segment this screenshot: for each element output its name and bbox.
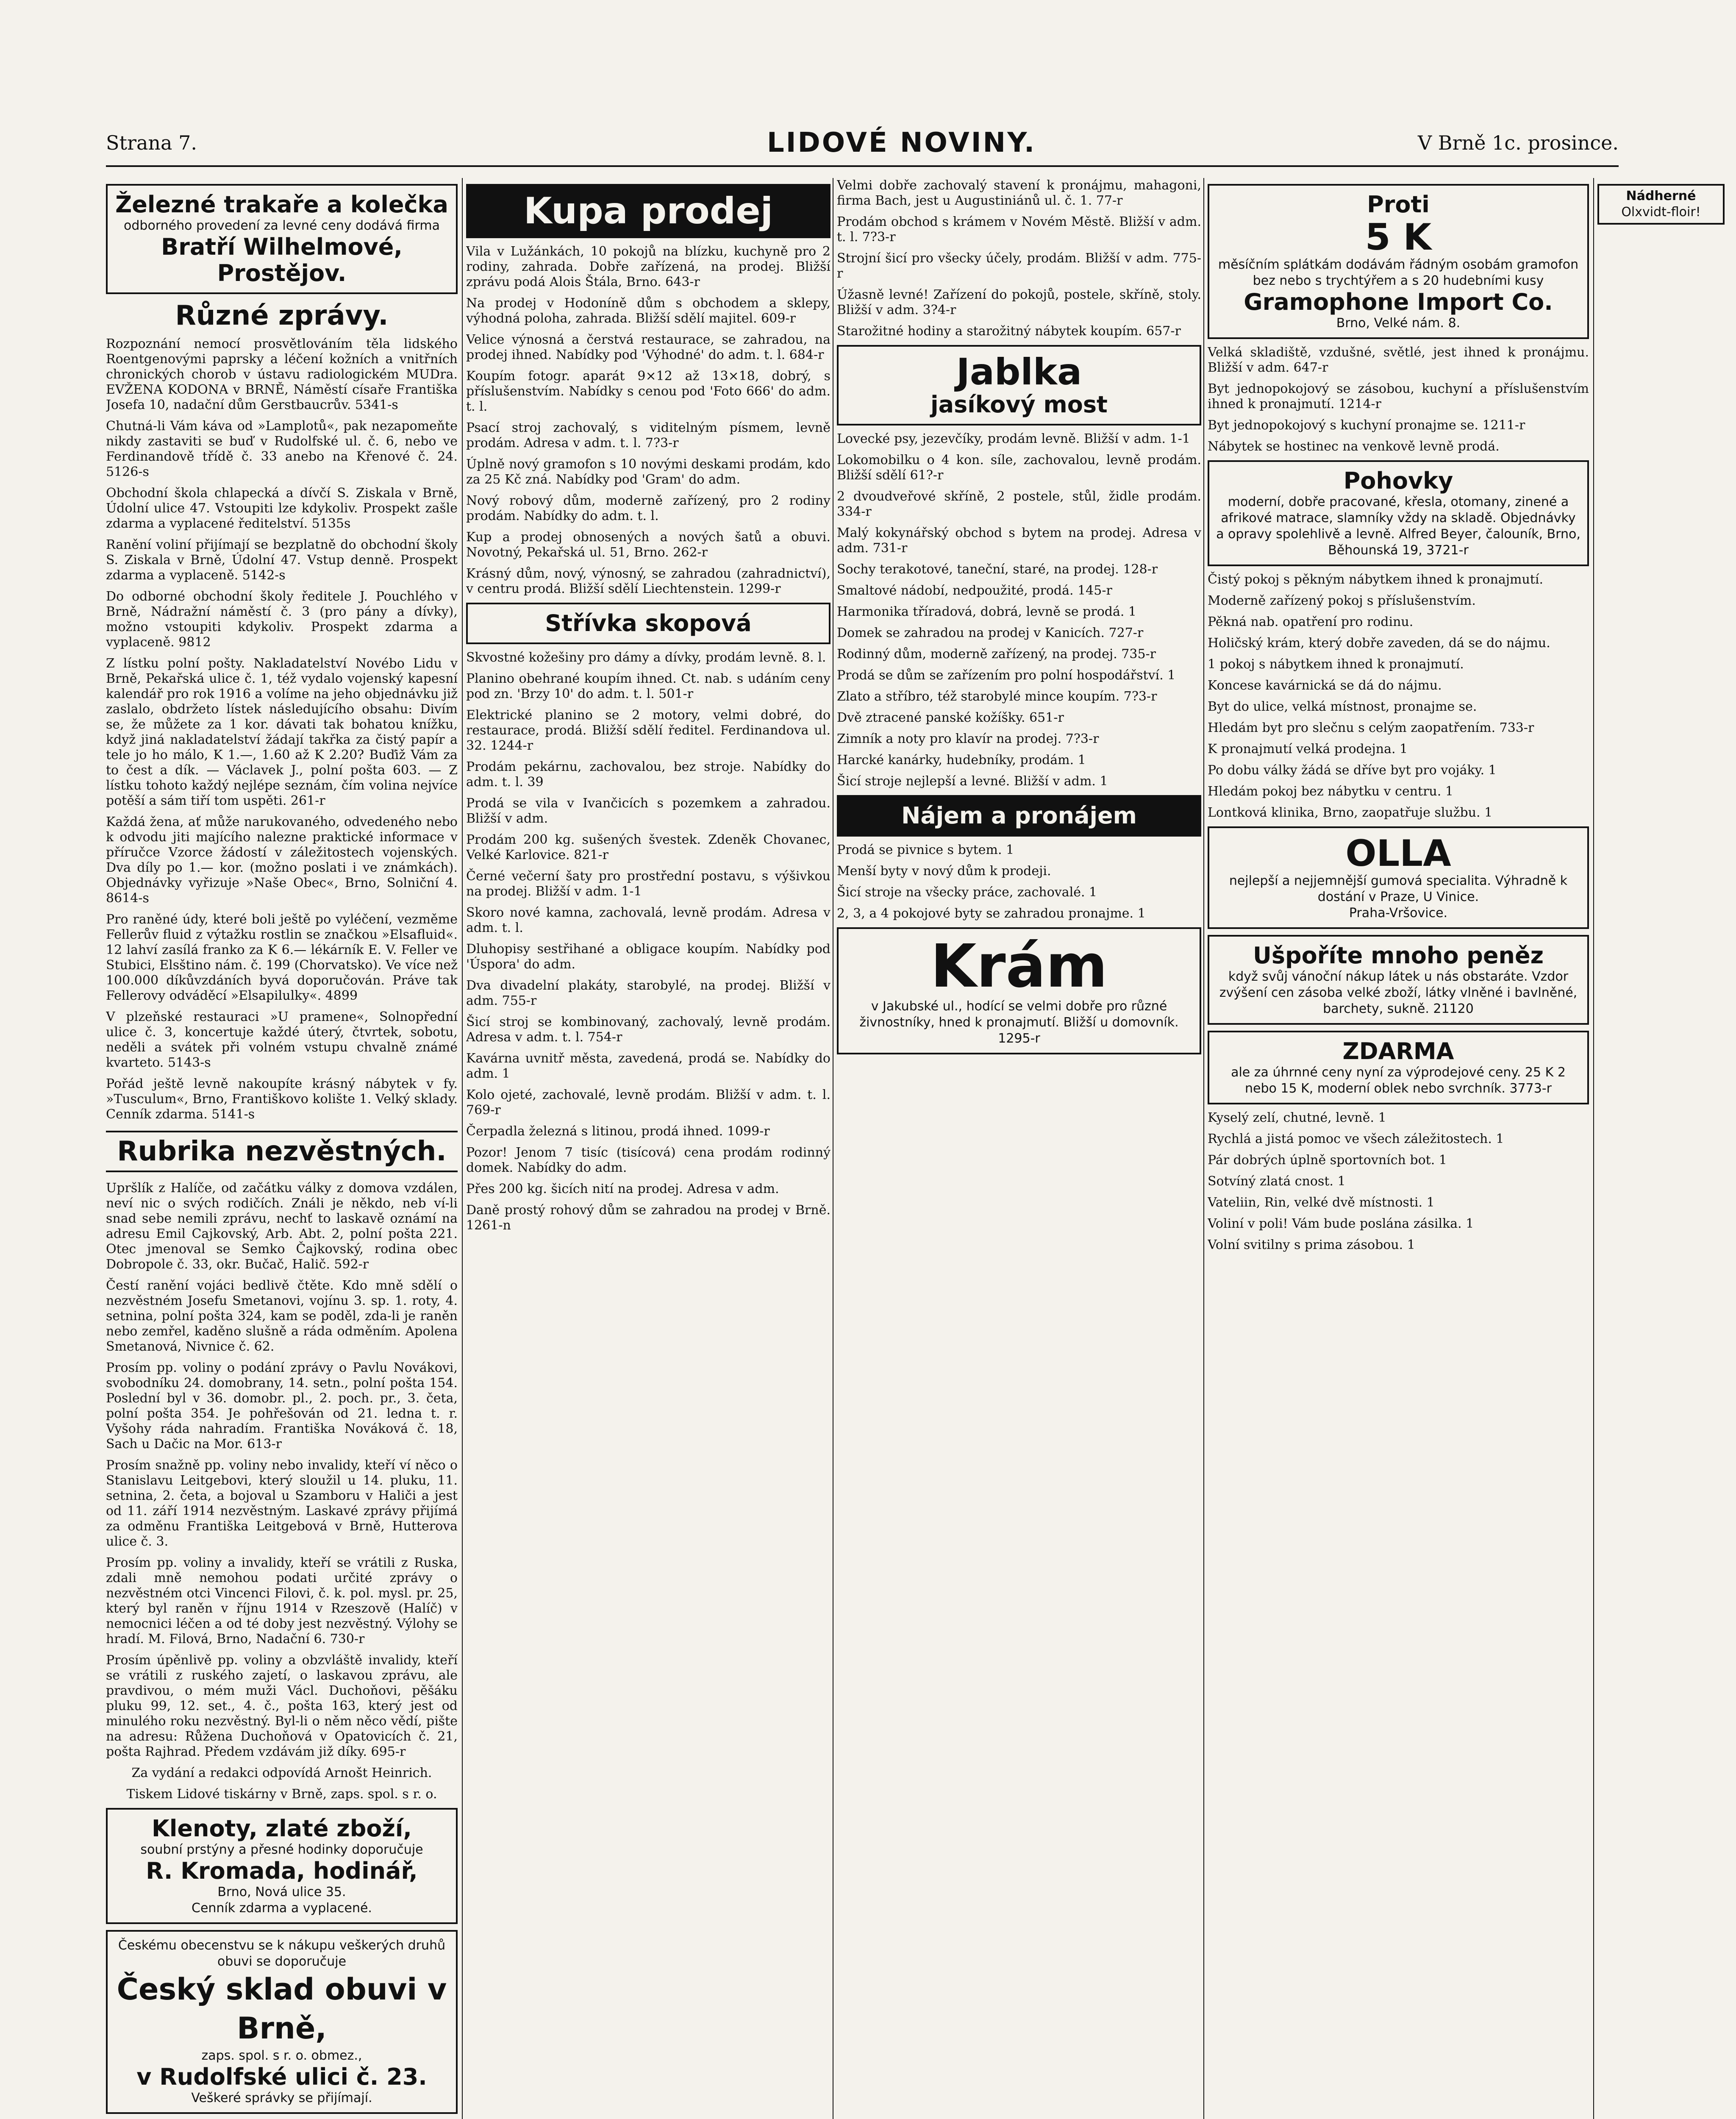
ad-subtitle: Olxvidt-floir! (1621, 205, 1701, 220)
ad-usporite (1208, 935, 1589, 1025)
classified: Nový robový dům, moderně zařízený, pro 2 rodiny prodám. Nabídky do adm. t. l. (466, 493, 831, 523)
ad-address: Praha-Vršovice. (1349, 906, 1448, 920)
column-5 (1597, 178, 1725, 2119)
ad-kromada (106, 1808, 458, 1924)
missing-item: Čestí ranění vojáci bedlivě čtěte. Kdo mně sdělí o nezvěstném Josefu Smetanovi, vojínu 3. sp. 1. roty, 4. setnina, polní pošta 324, kam se poděl, zda-li je raněn nebo zemřel, kaděno slušně a ráda odměním. Apolena Smetanová, Nivnice č. 62. (106, 1278, 458, 1354)
ad-note: Cenník zdarma a vyplacené. (192, 1901, 372, 1916)
ad-zdarma (1208, 1031, 1589, 1104)
rubrika-title: Rubrika nezvěstných. (106, 1131, 458, 1172)
classified: Byt jednopokojový s kuchyní pronajme se. 1211-r (1208, 418, 1525, 433)
classified: Pár dobrých úplně sportovních bot. 1 (1208, 1153, 1447, 1168)
classified: Přes 200 kg. šicích nití na prodej. Adresa v adm. (466, 1182, 779, 1196)
classified: Menší byty v nový dům k prodeji. (837, 864, 1051, 879)
news-item: Každá žena, ať může narukovaného, odvedeného nebo k odvodu jiti majícího nalezne praktické informace v příručce Vzorce žádostí v záležitostech vojenských. Dva díly po 1.— kor. (možno poslati i ve známkách). Objednávky vyřizuje »Naše Obec«, Brno, Solniční 4. 8614-s (106, 815, 458, 906)
classified: Velice výnosná a čerstvá restaurace, se zahradou, na prodej ihned. Nabídky pod 'Výhodné' do adm. t. l. 684-r (466, 332, 831, 362)
ad-text: v Jakubské ul., hodící se velmi dobře pro různé živnostníky, hned k pronajmutí. Bližší u domovník. 1295-r (859, 999, 1179, 1046)
ad-text: zaps. spol. s r. o. obmez., (201, 2048, 362, 2063)
ad-wilhelm (106, 184, 458, 294)
ad-title: Jablka (956, 351, 1082, 393)
news-item: Ranění voliní přijímají se bezplatně do obchodní školy S. Ziskala v Brně, Údolní 47. Vstup denně. Prospekt zdarma a vyplaceně. 5142-s (106, 537, 458, 583)
ad-text: ale za úhrnné ceny nyní za výprodejové ceny. 25 K 2 nebo 15 K, moderní oblek nebo svrchník. 3773-r (1231, 1065, 1566, 1096)
classified: Prodám 200 kg. sušených švestek. Zdeněk Chovanec, Velké Karlovice. 821-r (466, 832, 831, 862)
ad-title: Krám (930, 932, 1108, 1001)
missing-item: Prosím pp. voliny a invalidy, kteří se vrátili z Ruska, zdali mně nemohou podati určité zprávy o nezvěstném otci Vincenci Filovi, č. k. pol. mysl. pr. 25, který byl raněn v říjnu 1914 v Rzeszově (Halíč) v nemocnici léčen a od té doby jest nezvěstný. Výlohy se hradí. M. Filová, Brno, Nadační 6. 730-r (106, 1555, 458, 1646)
classified: Dvě ztracené panské kožíšky. 651-r (837, 710, 1064, 725)
news-item: Chutná-li Vám káva od »Lamplotů«, pak nezapomeňte nikdy zastaviti se buď v Rudolfské ul. č. 6, nebo ve Ferdinandově třídě č. 33 anebo na Křenové č. 24. 5126-s (106, 419, 458, 479)
ad-strivka (466, 603, 831, 644)
classified: Harcké kanárky, hudebníky, prodám. 1 (837, 753, 1086, 768)
news-item: Z lístku polní pošty. Nakladatelství Novébo Lidu v Brně, Pekařská ulice č. 1, též vydalo vojenský kapesní kalendář pro rok 1916 a volíme na jeho objednávku již zaslalo, obdržeto lístek následujícího obsahu: Divím se, že můžete za 1 kor. dávati tak bohatou knížku, když jiná nakladatelství žádají takřka za čistý papír a tele jo ho málo, K 1.—, 1.60 až K 2.20? Buďiž Vám za to čest a dík. — Václavek J., polní pošta 603. — Z lístku tohoto každý nejlépe seznám, čím volina nejvíce potěší a sám tiří tom uspěti. 261-r (106, 656, 458, 808)
ad-address: v Rudolfské ulici č. 23. (136, 2063, 427, 2090)
ad-title: Ušpoříte mnoho peněz (1253, 942, 1544, 969)
classified: Psací stroj zachovalý, s viditelným písmem, levně prodám. Adresa v adm. t. l. 7?3-r (466, 420, 831, 450)
classified: Velká skladiště, vzdušné, světlé, jest ihned k pronájmu. Bližší v adm. 647-r (1208, 345, 1589, 375)
classified: Byt do ulice, velká místnost, pronajme se. (1208, 699, 1477, 714)
classified: Lokomobilku o 4 kon. síle, zachovalou, levně prodám. Bližší sdělí 61?-r (837, 453, 1201, 483)
classified: Malý kokynářský obchod s bytem na prodej. Adresa v adm. 731-r (837, 526, 1201, 556)
classified: Hledám byt pro slečnu s celým zaopatřením. 733-r (1208, 720, 1534, 735)
classified: Prodá se dům se zařízením pro polní hospodářství. 1 (837, 668, 1176, 683)
classified: Prodám obchod s krámem v Novém Městě. Bližší v adm. t. l. 7?3-r (837, 214, 1201, 245)
classified: Strojní šicí pro všecky účely, prodám. Bližší v adm. 775-r (837, 251, 1201, 281)
ad-title: Železné trakaře a kolečka (115, 191, 448, 218)
ad-text: Českému obecenstvu se k nákupu veškerých druhů obuvi se doporučuje (118, 1938, 446, 1969)
classified: Prodá se vila v Ivančicích s pozemkem a zahradou. Bližší v adm. (466, 796, 831, 826)
ad-gramophone (1208, 184, 1589, 339)
classified: Šicí stroje nejlepší a levné. Bližší v adm. 1 (837, 774, 1108, 789)
banner-title: Nájem a pronájem (901, 802, 1137, 829)
classified: 2 dvoudveřové skříně, 2 postele, stůl, židle prodám. 334-r (837, 489, 1201, 519)
classified: Planino obehrané koupím ihned. Ct. nab. s udáním ceny pod zn. 'Brzy 10' do adm. t. l. 501-r (466, 671, 831, 701)
classified: Zlato a stříbro, též starobylé mince koupím. 7?3-r (837, 689, 1157, 704)
column-3 (837, 178, 1201, 2119)
ad-title: Střívka skopová (545, 610, 752, 637)
ad-title: OLLA (1345, 832, 1451, 875)
classified: Holičský krám, který dobře zaveden, dá se do nájmu. (1208, 636, 1550, 651)
classified: Nábytek se hostinec na venkově levně prodá. (1208, 439, 1500, 454)
classified: Prodám pekárnu, zachovalou, bez stroje. Nabídky do adm. t. l. 39 (466, 759, 831, 790)
classified: Volní svitilny s prima zásobou. 1 (1208, 1237, 1415, 1252)
news-item: Do odborné obchodní školy ředitele J. Pouchlého v Brně, Nádražní náměstí č. 3 (pro pány a dívky), možno vstoupiti kdykoliv. Prospekt zdarma a vyplaceně. 9812 (106, 589, 458, 650)
ad-address: Brno, Velké nám. 8. (1336, 316, 1461, 331)
classified: Moderně zařízený pokoj s příslušenstvím. (1208, 593, 1476, 608)
classified: Vila v Lužánkách, 10 pokojů na blízku, kuchyně pro 2 rodiny, zahrada. Dobře zařízená, na prodej. Bližší zprávu podá Alois Štála, Brno. 643-r (466, 244, 831, 289)
classified: Dva divadelní plakáty, starobylé, na prodej. Bližší v adm. 755-r (466, 978, 831, 1008)
ad-nadherne (1597, 184, 1725, 225)
classified: Kavárna uvnitř města, zavedená, prodá se. Nabídky do adm. 1 (466, 1051, 831, 1081)
classified: Sochy terakotové, taneční, staré, na prodej. 128-r (837, 562, 1158, 577)
classified: Elektrické planino se 2 motory, velmi dobré, do restaurace, prodá. Bližší sdělí ředitel. Ferdinandova ul. 32. 1244-r (466, 708, 831, 753)
classified: Hledám pokoj bez nábytku v centru. 1 (1208, 784, 1453, 799)
classified: Zimník a noty pro klavír na prodej. 7?3-r (837, 731, 1099, 746)
classified: 2, 3, a 4 pokojové byty se zahradou pronajme. 1 (837, 906, 1146, 921)
classified: Domek se zahradou na prodej v Kanicích. 727-r (837, 626, 1144, 640)
classified: Smaltové nádobí, nedpoužité, prodá. 145-r (837, 583, 1112, 598)
classified: Šicí stroj se kombinovaný, zachovalý, levně prodám. Adresa v adm. t. l. 754-r (466, 1015, 831, 1045)
printer-line: Tiskem Lidové tiskárny v Brně, zaps. spol. s r. o. (126, 1787, 437, 1802)
news-item: Pro raněné údy, které boli ještě po vyléčení, vezměme Fellerův fluid z výtažku rostlin se značkou »Elsafluid«. 12 lahví zasílá franko za K 6.— lékárník E. V. Feller ve Stubici, Elsštino nám. č. 199 (Chorvatsko). Ve více než 100.000 díkůvzdáních byvá doporučován. Práve tak Fellerovy odváděcí »Elsapilulky«. 4899 (106, 912, 458, 1003)
column-1 (106, 178, 458, 2119)
masthead: LIDOVÉ NOVINY. (767, 127, 1036, 159)
classified: Skoro nové kamna, zachovalá, levně prodám. Adresa v adm. t. l. (466, 905, 831, 935)
classified: Po dobu války žádá se dříve byt pro vojáky. 1 (1208, 763, 1497, 778)
news-item: Rozpoznání nemocí prosvětlováním těla lidského Roentgenovými paprsky a léčení kožních a vnitřních chronických chorob v ústavu radiologickém MUDra. EVŽENA KODONA v BRNĚ, Náměstí císaře Františka Josefa 10, nadační dům Gerstbaucrův. 5341-s (106, 336, 458, 412)
ad-jablka (837, 345, 1201, 425)
classified: Kolo ojeté, zachovalé, levně prodám. Bližší v adm. t. l. 769-r (466, 1087, 831, 1118)
classified: Rychlá a jistá pomoc ve všech záležitostech. 1 (1208, 1132, 1504, 1146)
editor-line: Za vydání a redakci odpovídá Arnošt Heinrich. (131, 1766, 432, 1780)
classified: 1 pokoj s nábytkem ihned k pronajmutí. (1208, 657, 1464, 672)
ad-title: Proti (1367, 191, 1430, 218)
classified: Kup a prodej obnosených a nových šatů a obuvi. Novotný, Pekařská ul. 51, Brno. 262-r (466, 530, 831, 560)
classified: Prodá se pivnice s bytem. 1 (837, 843, 1014, 857)
ad-text: soubní prstýny a přesné hodinky doporučuje (140, 1842, 423, 1857)
ad-obuv (106, 1930, 458, 2114)
ad-price: 5 K (1365, 216, 1432, 259)
classified: Byt jednopokojový se zásobou, kuchyní a příslušenstvím ihned k pronajmutí. 1214-r (1208, 381, 1589, 412)
classified: Starožitné hodiny a starožitný nábytek koupím. 657-r (837, 324, 1181, 339)
ad-firm: Gramophone Import Co. (1244, 289, 1553, 315)
missing-item: Prosím snažně pp. voliny nebo invalidy, kteří ví něco o Stanislavu Leitgebovi, který sloužil u 14. pluku, 11. setnina, 2. četa, a bojoval u Szamboru v Haliči a jest od 11. září 1914 nezvěstným. Laskavé zprávy přijímá za odměnu Františka Leitgebová v Brně, Hutterova ulice č. 3. (106, 1458, 458, 1549)
section-title: Různé zprávy. (175, 300, 389, 331)
ad-pohovky (1208, 460, 1589, 566)
column-4 (1208, 178, 1589, 2119)
classified: Lovecké psy, jezevčíky, prodám levně. Bližší v adm. 1-1 (837, 431, 1190, 446)
classified: Dluhopisy sestřihané a obligace koupím. Nabídky pod 'Úspora' do adm. (466, 942, 831, 972)
classified: Koncese kavárnická se dá do nájmu. (1208, 678, 1442, 693)
ad-text: moderní, dobře pracované, křesla, otomany, zinené a afrikové matrace, slamníky vždy na skladě. Objednávky a opravy spolehlivě a levně. Alfred Beyer, čalouník, Brno, Běhounská 19, 3721-r (1216, 495, 1580, 558)
classified: Pozor! Jenom 7 tisíc (tisícová) cena prodám rodinný domek. Nabídky do adm. (466, 1145, 831, 1175)
classified: Černé večerní šaty pro prostřední postavu, s výšivkou na prodej. Bližší v adm. 1-1 (466, 869, 831, 899)
page-header (106, 127, 1619, 167)
column-rule (462, 178, 463, 2119)
ad-firm: R. Kromada, hodinář, (146, 1858, 418, 1884)
missing-item: Prosím pp. voliny o podání zprávy o Pavlu Novákovi, svobodníku 24. domobrany, 14. setn., polní pošta 154. Poslední byl v 36. domobr. pl., 2. poch. pr., 3. četa, polní pošta 354. Je pohřešován od 21. ledna t. r. Vyšohy ráda nahradím. Františka Nováková č. 18, Sach u Dačic na Mor. 613-r (106, 1360, 458, 1452)
classified: Čerpadla železná s litinou, prodá ihned. 1099-r (466, 1124, 770, 1139)
ad-title: Klenoty, zlaté zboží, (152, 1815, 412, 1842)
ad-title: Nádherné (1626, 189, 1696, 203)
classified: Velmi dobře zachovalý stavení k pronájmu, mahagoni, firma Bach, jest u Augustiniánů ul. č. 1. 77-r (837, 178, 1201, 208)
column-rule (1203, 178, 1204, 2119)
classified: Rodinný dům, moderně zařízený, na prodej. 735-r (837, 647, 1156, 662)
classified: Harmonika tříradová, dobrá, levně se prodá. 1 (837, 604, 1137, 619)
classified: Vateliin, Rin, velké dvě místnosti. 1 (1208, 1195, 1435, 1210)
news-item: Pořád ještě levně nakoupíte krásný nábytek v fy. »Tusculum«, Brno, Františkovo kolište 1. Velký sklady. Cenník zdarma. 5141-s (106, 1076, 458, 1122)
classified: Voliní v poli! Vám bude poslána zásilka. 1 (1208, 1216, 1474, 1231)
classified: Sotvíný zlatá cnost. 1 (1208, 1174, 1346, 1189)
classified: Koupím fotogr. aparát 9×12 až 13×18, dobrý, s příslušenstvím. Nabídky s cenou pod 'Foto 666' do adm. t. l. (466, 369, 831, 414)
ad-kram (837, 927, 1201, 1054)
column-2 (466, 178, 831, 2119)
banner-title: Kupa prodej (523, 190, 773, 232)
ad-address: Brno, Nová ulice 35. (217, 1885, 346, 1899)
ad-title: ZDARMA (1342, 1038, 1454, 1065)
news-item: Obchodní škola chlapecká a dívčí S. Ziskala v Brně, Údolní ulice 47. Vstoupiti lze kdykoliv. Prospekt zašle zdarma a vyplacené ředitelství. 5135s (106, 486, 458, 531)
ad-text: nejlepší a nejjemnější gumová specialita. Výhradně k dostání v Praze, U Vinice. (1229, 873, 1568, 904)
ad-firm: Bratří Wilhelmové, Prostějov. (161, 234, 403, 286)
ad-title: Český sklad obuvi v Brně, (117, 1972, 447, 2046)
classified: Krásný dům, nový, výnosný, se zahradou (zahradnictví), v centru prodá. Bližší sdělí Liechtenstein. 1299-r (466, 566, 831, 596)
classified: Úplně nový gramofon s 10 novými deskami prodám, kdo za 25 Kč zná. Nabídky pod 'Gram' do adm. (466, 457, 831, 487)
news-item: V plzeňské restauraci »U pramene«, Solnopřední ulice č. 3, koncertuje každé úterý, čtvrtek, sobotu, neděli a svátek při volném vstupu chvalně známé kvarteto. 5143-s (106, 1009, 458, 1070)
classified: K pronajmutí velká prodejna. 1 (1208, 742, 1408, 756)
classified: Úžasně levné! Zařízení do pokojů, postele, skříně, stoly. Bližší v adm. 3?4-r (837, 287, 1201, 317)
ad-text: odborného provedení za levné ceny dodává firma (124, 218, 440, 233)
page-number: Strana 7. (106, 131, 197, 154)
banner-najem (837, 795, 1201, 837)
banner-kupa-prodej (466, 184, 831, 238)
ad-note: Veškeré správky se přijímají. (191, 2091, 372, 2105)
missing-item: Prosím úpěnlivě pp. voliny a obzvláště invalidy, kteří se vrátili z ruského zajetí, o laskavou zprávu, ale pravdivou, o mém muži Václ. Duchoňovi, pěšáku pluku 99, 12. set., 4. č., pošta 163, který jest od minulého roku nezvěstný. Byl-li o něm něco vědí, pište na adresu: Růžena Duchoňová v Opatovicích č. 21, pošta Rajhrad. Předem vzdávám již díky. 695-r (106, 1653, 458, 1759)
classified: Čistý pokoj s pěkným nábytkem ihned k pronajmutí. (1208, 572, 1543, 587)
ad-subtitle: jasíkový most (930, 391, 1108, 418)
ad-olla (1208, 826, 1589, 929)
issue-date: V Brně 1c. prosince. (1417, 131, 1619, 154)
classified: Na prodej v Hodoníně dům s obchodem a sklepy, výhodná poloha, zahrada. Bližší sdělí majitel. 609-r (466, 296, 831, 326)
classified: Daně prostý rohový dům se zahradou na prodej v Brně. 1261-n (466, 1203, 831, 1233)
ad-title: Pohovky (1343, 467, 1453, 494)
missing-item: Upršlík z Halíče, od začátku války z domova vzdálen, neví nic o svých rodičích. Ználi je někdo, neb ví-li snad sebe nemili zprávu, nechť to laskavě oznámí na adresu Emil Cajkovský, Arb. Abt. 2, polní pošta 221. Otec jmenoval se Semko Čajkovský, rodina obec Dobropole č. 33, okr. Bučač, Halič. 592-r (106, 1181, 458, 1272)
classified: Šicí stroje na všecky práce, zachovalé. 1 (837, 885, 1097, 900)
classified: Skvostné kožešiny pro dámy a dívky, prodám levně. 8. l. (466, 650, 826, 665)
classified: Pěkná nab. opatření pro rodinu. (1208, 615, 1414, 629)
ad-text: měsíčním splátkám dodávám řádným osobám gramofon bez nebo s trychtýřem a s 20 hudebními kusy (1218, 257, 1579, 288)
classified: Kyselý zelí, chutné, levně. 1 (1208, 1110, 1386, 1125)
classified: Lontková klinika, Brno, zaopatřuje službu. 1 (1208, 805, 1493, 820)
ad-text: když svůj vánoční nákup látek u nás obstaráte. Vzdor zvýšení cen zásoba velké zboží, látky vlněné i bavlněné, barchety, sukně. 21120 (1219, 969, 1578, 1016)
column-rule (1593, 178, 1594, 2119)
